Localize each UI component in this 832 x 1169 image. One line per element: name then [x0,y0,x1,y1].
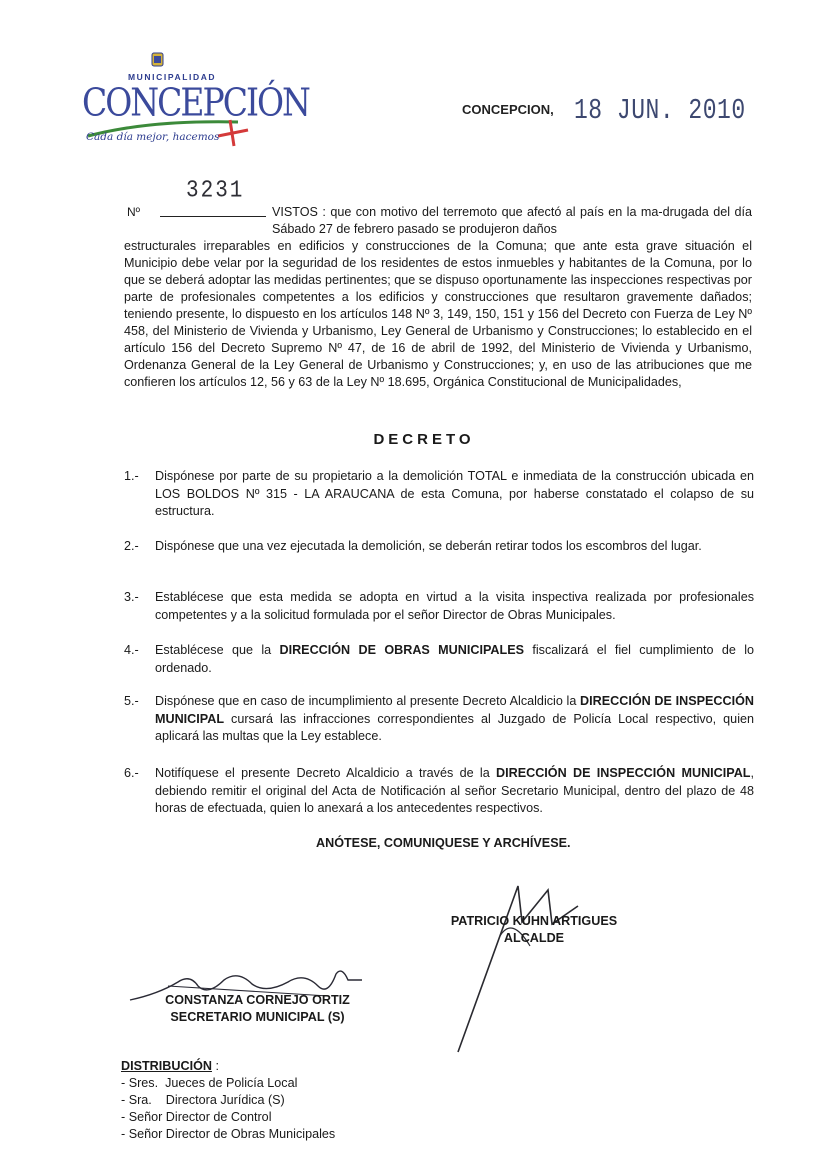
list-item: - Sres. Jueces de Policía Local [121,1076,298,1090]
item-text-bold: DIRECCIÓN DE OBRAS MUNICIPALES [279,643,525,657]
item-number: 6.- [124,766,139,780]
item-text-bold: DIRECCIÓN DE INSPECCIÓN MUNICIPAL [155,694,754,726]
mayor-signature-icon [440,866,600,1056]
item-text [155,642,754,677]
decree-item-5 [124,693,754,746]
secretary-title: SECRETARIO MUNICIPAL (S) [170,1010,345,1024]
list-item: - Señor Director de Obras Municipales [121,1127,336,1141]
mayor-title: ALCALDE [503,931,565,945]
place-label: CONCEPCION, [462,102,554,117]
item-text-post: , debiendo remitir el original del Acta de Notificación al señor Secretario Municipal, dentro del plazo de 48 horas de efectuada, quien lo anexará a los antecedentes respectivos. [155,766,755,815]
number-underline [160,216,266,217]
item-text-pre: Establécese que esta medida se adopta en virtud a la visita inspectiva realizada por profesionales competentes y a la solicitud formulada por el señor Director de Obras Municipales. [155,590,754,622]
item-text-pre: Dispónese por parte de su propietario a la demolición TOTAL e inmediata de la construcción ubicada en LOS BOLDOS Nº 315 - LA ARAUCANA de esta Comuna, por haberse constatado el colapso de su estructura. [155,469,754,518]
item-text-pre: Dispónese que en caso de incumplimiento al presente Decreto Alcaldicio la [155,694,581,708]
item-text [155,693,754,746]
municipality-logo [78,50,309,155]
decree-number-stamp: 3231 [186,178,245,205]
mayor-name: PATRICIO KUHN ARTIGUES [450,914,618,928]
item-text [155,538,754,556]
decree-item-3 [124,589,754,624]
item-number: 4.- [124,643,139,657]
item-text [155,589,754,624]
item-number: 5.- [124,694,139,708]
decreto-heading: DECRETO [373,431,475,448]
item-text [155,468,754,521]
item-text-post: fiscalizará el fiel cumplimiento de lo ordenado. [155,643,755,675]
decree-item-4 [124,642,754,677]
item-text-pre: Establécese que la [155,643,280,657]
number-label: Nº [127,205,141,219]
distribution-list [121,1058,335,1143]
list-item: - Señor Director de Control [121,1110,272,1124]
mayor-signature-block [441,913,627,947]
item-number: 1.- [124,469,139,483]
coat-of-arms-icon [152,53,163,66]
logo-municipalidad-text: MUNICIPALIDAD [128,72,217,82]
decree-item-2 [124,538,754,556]
date-stamp: 18 JUN. 2010 [574,94,746,127]
secretary-name: CONSTANZA CORNEJO ORTIZ [165,993,350,1007]
vistos-first-line: VISTOS : que con motivo del terremoto que afectó al país en la ma-drugada del día Sábado 27 de febrero pasado se produjeron daños [272,205,752,236]
list-item: - Sra. Directora Jurídica (S) [121,1093,285,1107]
logo-city-name: CONCEPCIÓN [82,80,309,125]
logo-slogan: Cada día mejor, hacemos [86,131,220,143]
item-text-pre: Notifíquese el presente Decreto Alcaldicio a través de la [155,766,497,780]
item-text [155,765,754,818]
decree-item-1 [124,468,754,521]
secretary-signature-block [150,992,365,1026]
item-text-bold: DIRECCIÓN DE INSPECCIÓN MUNICIPAL [496,766,751,780]
distribution-heading: DISTRIBUCIÓN [121,1059,212,1073]
item-number: 3.- [124,590,139,604]
decree-item-6 [124,765,754,818]
closing-formula: ANÓTESE, COMUNIQUESE Y ARCHÍVESE. [316,836,571,850]
distribution-colon: : [211,1059,219,1073]
vistos-body: estructurales irreparables en edificios y construcciones de la Comuna; que ante esta grave situación el Municipio debe velar por la seguridad de los residentes de estos inmuebles y habitantes de la Comuna, por lo que se deberá adoptar las medidas pertinentes; que se dispuso oportunamente las inspecciones respectivas por parte de profesionales competentes a los edificios y construcciones que resultaron gravemente dañados; teniendo presente, lo dispuesto en los artículos 148 Nº 3, 149, 150, 151 y 156 del Decreto con Fuerza de Ley Nº 458, del Ministerio de Vivienda y Urbanismo, Ley General de Urbanismo y Construcciones; lo establecido en el artículo 156 del Decreto Supremo Nº 47, de 16 de abril de 1992, del Ministerio de Vivienda y Urbanismo, Ordenanza General de la Ley General de Urbanismo y Construcciones; y, en uso de las atribuciones que me confieren los artículos 12, 56 y 63 de la Ley Nº 18.695, Orgánica Constitucional de Municipalidades, [124,239,752,389]
item-number: 2.- [124,539,139,553]
item-text-post: cursará las infracciones correspondientes al Juzgado de Policía Local respectivo, quien aplicará las multas que la Ley establece. [155,711,754,743]
item-text-pre: Dispónese que una vez ejecutada la demolición, se deberán retirar todos los escombros del lugar. [155,539,702,553]
